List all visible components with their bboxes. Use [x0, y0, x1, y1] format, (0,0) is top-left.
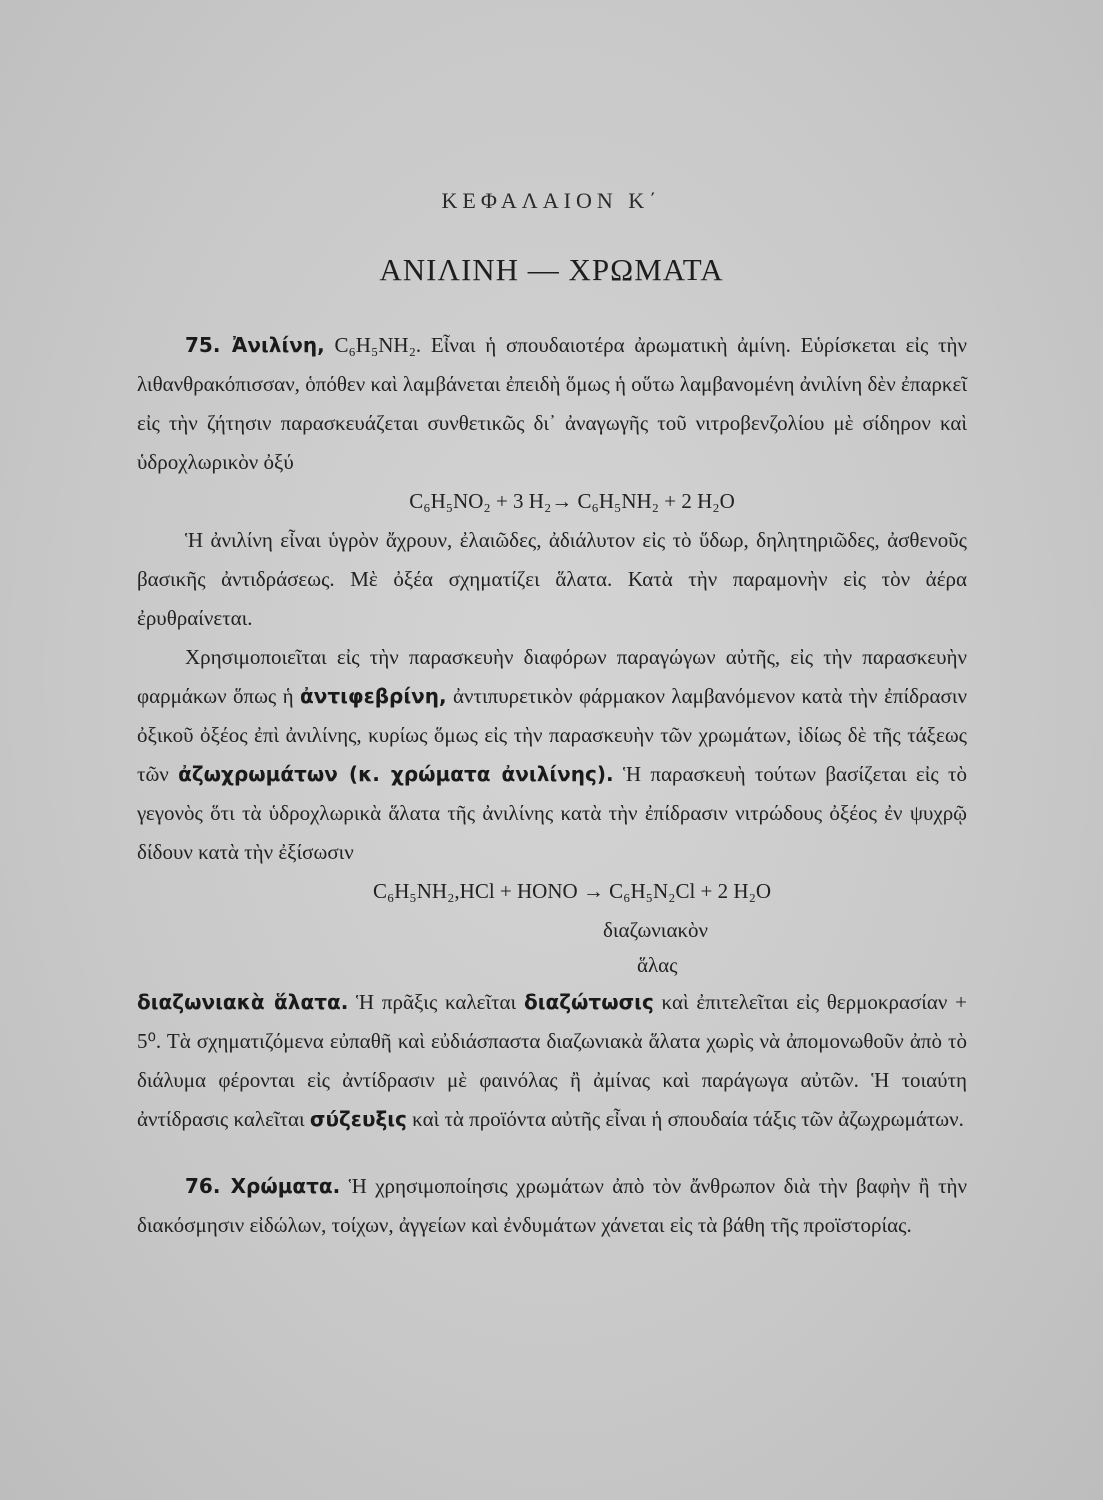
- azo-dyes-term: ἀζωχρωμάτων (κ. χρώματα ἀνιλίνης).: [178, 762, 614, 786]
- section-75-text: Εἶναι ἡ σπουδαιοτέρα ἀρωματικὴ ἀμίνη. Εὑρίσκεται εἰς τὴν λιθανθρακόπισσαν, ὁπόθεν καὶ λαμβάνεται ἐπειδὴ ὅμως ἡ οὕτω λαμβανομένη ἀνιλίνη δὲν ἐπαρκεῖ εἰς τὴν ζήτησιν παρασκευάζεται συνθετικῶς δι᾽ ἀναγωγῆς τοῦ νιτροβενζολίου μὲ σίδηρον καὶ ὑδροχλωρικὸν ὀξύ: [137, 333, 968, 474]
- uses-text-1: Χρησιμοποιεῖται εἰς τὴν παρασκευὴν διαφόρων παραγώγων αὐτῆς, εἰς τὴν παρασκευὴν φαρμάκων ὅπως ἡ: [137, 645, 967, 708]
- reduction-equation: C₆H₅NO₂ + 3 H₂→ C₆H₅NH₂ + 2 H₂O: [409, 489, 735, 513]
- section-76-paragraph: [137, 1167, 967, 1245]
- diazonium-salts-paragraph: [137, 983, 967, 1139]
- equation-label-line-1: διαζωνιακὸν: [603, 918, 709, 942]
- aniline-formula: C₆H₅NH₂.: [334, 333, 422, 357]
- section-76-number: 76.: [185, 1174, 231, 1198]
- chapter-heading: ΚΕΦΑΛΑΙΟΝ Κ΄: [441, 188, 662, 213]
- section-76-text: Ἡ χρησιμοποίησις χρωμάτων ἀπὸ τὸν ἄνθρωπον διὰ τὴν βαφὴν ἢ τὴν διακόσμησιν εἰδώλων, τοίχων, ἀγγείων καὶ ἐνδυμάτων χάνεται εἰς τὰ βάθη τῆς προϊστορίας.: [137, 1174, 967, 1237]
- diazonium-salts-term: διαζωνιακὰ ἅλατα.: [137, 990, 349, 1014]
- chapter-title: ΑΝΙΛΙΝΗ — ΧΡΩΜΑΤΑ: [379, 252, 724, 287]
- diazotization-term: διαζώτωσις: [523, 990, 654, 1014]
- equation-label-line-2: ἅλας: [637, 953, 678, 977]
- section-76-title: Χρώματα.: [230, 1174, 341, 1198]
- coupling-term: σύζευξις: [309, 1107, 407, 1131]
- aniline-properties-paragraph: Ἡ ἀνιλίνη εἶναι ὑγρὸν ἄχρουν, ἐλαιῶδες, ἀδιάλυτον εἰς τὸ ὕδωρ, δηλητηριῶδες, ἀσθενοῦς βασικῆς ἀντιδράσεως. Μὲ ὀξέα σχηματίζει ἅλατα. Κατὰ τὴν παραμονὴν εἰς τὸν ἀέρα ἐρυθραίνεται.: [137, 528, 967, 630]
- diazonium-text-2: καὶ ἐπιτελεῖται εἰς θερμοκρασίαν + 5⁰. Τὰ σχηματιζόμενα εὐπαθῆ καὶ εὐδιάσπαστα διαζωνιακὰ ἅλατα χωρὶς νὰ ἀπομονωθοῦν ἀπὸ τὸ διάλυμα φέρονται εἰς ἀντίδρασιν μὲ φαινόλας ἢ ἀμίνας καὶ παράγωγα αὐτῶν. Ἡ τοιαύτη ἀντίδρασις καλεῖται: [137, 990, 967, 1131]
- page-body: [137, 326, 967, 1245]
- uses-paragraph: [137, 638, 967, 872]
- section-75-title: Ἀνιλίνη,: [231, 333, 325, 357]
- diazotization-equation: C₆H₅NH₂,HCl + HONO → C₆H₅N₂Cl + 2 H₂O: [372, 879, 772, 903]
- uses-text-2: ἀντιπυρετικὸν φάρμακον λαμβανόμενον κατὰ τὴν ἐπίδρασιν ὀξικοῦ ὀξέος ἐπὶ ἀνιλίνης, κυρίως ὅμως εἰς τὴν παρασκευὴν τῶν χρωμάτων, ἰδίως δὲ τῆς τάξεως τῶν: [137, 684, 967, 786]
- section-75-paragraph: [137, 326, 967, 482]
- antifebrin-term: ἀντιφεβρίνη,: [300, 684, 447, 708]
- equation-label: [137, 911, 967, 983]
- diazonium-text-1: Ἡ πρᾶξις καλεῖται: [348, 990, 524, 1014]
- uses-text-3: Ἡ παρασκευὴ τούτων βασίζεται εἰς τὸ γεγονὸς ὅτι τὰ ὑδροχλωρικὰ ἅλατα τῆς ἀνιλίνης κατὰ τὴν ἐπίδρασιν νιτρώδους ὀξέος ἐν ψυχρῷ δίδουν κατὰ τὴν ἐξίσωσιν: [137, 762, 967, 864]
- section-75-number: 75.: [185, 333, 232, 357]
- diazonium-text-3: καὶ τὰ προϊόντα αὐτῆς εἶναι ἡ σπουδαία τάξις τῶν ἀζωχρωμάτων.: [406, 1107, 964, 1131]
